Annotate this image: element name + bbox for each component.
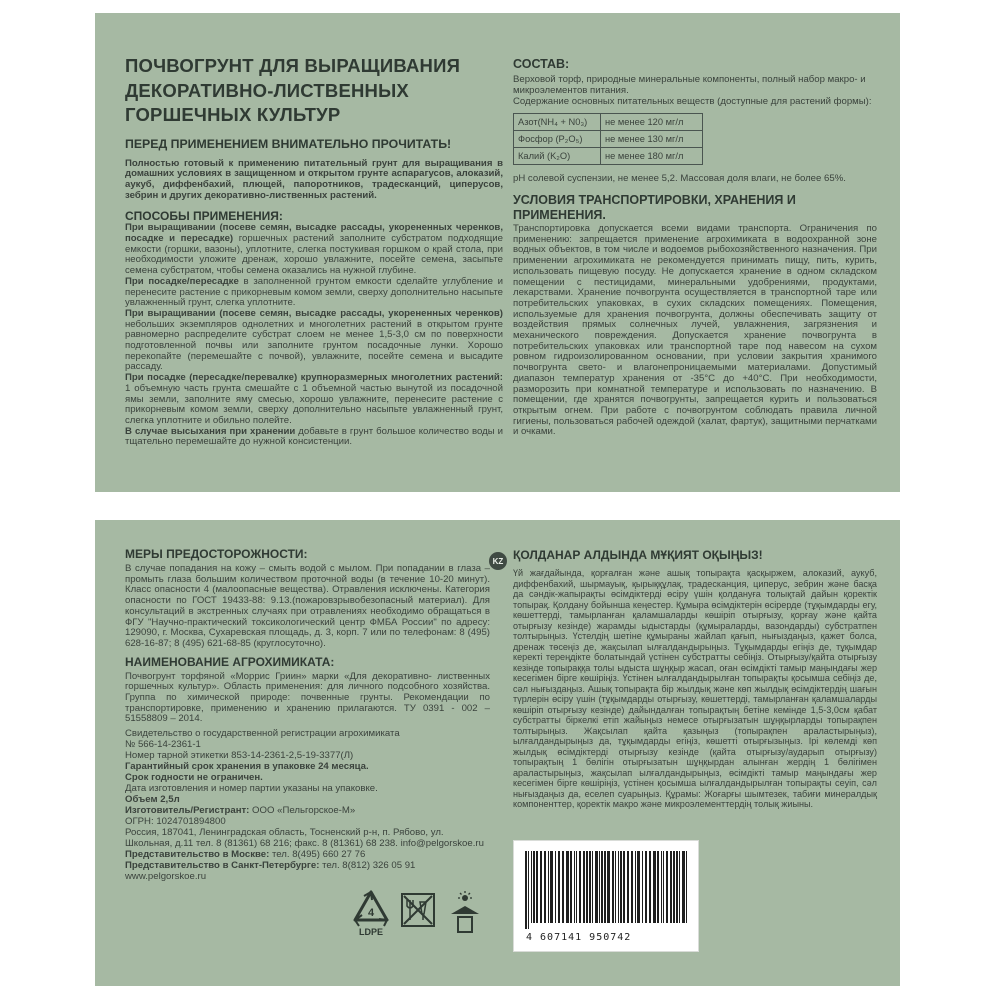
nutrients-table: [513, 113, 703, 165]
barcode-bar: [525, 851, 527, 929]
barcode: [513, 840, 699, 952]
method-2-text: в заполненной грунтом емкости сделайте углубление и перенесите растение с прикорневым комом земли, сверху дополнительно насыпьте увлажненный грунт, слегка уплотните.: [125, 275, 503, 309]
methods-heading: СПОСОБЫ ПРИМЕНЕНИЯ:: [125, 209, 283, 224]
barcode-bar: [642, 851, 643, 923]
method-5-lead: В случае высыхания при хранении: [125, 425, 296, 437]
barcode-bar: [544, 851, 546, 923]
shelf-life: Срок годности не ограничен.: [125, 772, 263, 784]
precautions-heading: МЕРЫ ПРЕДОСТОРОЖНОСТИ:: [125, 547, 308, 561]
spb-office-phone: тел. 8(812) 326 05 91: [319, 860, 416, 872]
composition-text: Верховой торф, природные минеральные компоненты, полный набор макро- и микроэлементов питания.: [513, 74, 866, 96]
barcode-bar: [586, 851, 588, 923]
website: www.pelgorskoe.ru: [125, 871, 207, 883]
barcode-bar: [566, 851, 569, 923]
product-title-line: ГОРШЕЧНЫХ КУЛЬТУР: [125, 104, 341, 125]
barcode-bar: [576, 851, 577, 923]
barcode-bar: [558, 851, 560, 923]
ogrn: ОГРН: 1024701894800: [125, 816, 226, 828]
product-intro: Полностью готовый к применению питательный грунт для выращивания в домашних условиях в защищенном и открытом грунте аспарагусов, алоказий, аукуб, диффенбахий, плющей, папоротников, традесканций, циперусов, зебрин и других декоративно-лиственных растений.: [125, 157, 503, 201]
manufacturer-address: Россия, 187041, Ленинградская область, Тосненский р-н, п. Рябово, ул. Школьная, д.11 тел. 8 (81361) 68 216; факс. 8 (81361) 68 238. info@pelgorskoe.ru: [125, 827, 484, 850]
nutrient-value: не менее 130 мг/л: [601, 131, 703, 148]
product-title: [125, 54, 503, 128]
barcode-bar: [627, 851, 629, 923]
manufacturer: [125, 805, 490, 816]
method-4-lead: При посадке (пересадке/перевалке) крупноразмерных многолетних растений:: [125, 372, 503, 384]
barcode-bar: [666, 851, 668, 923]
table-row: [514, 148, 703, 165]
barcode-bar: [620, 851, 622, 923]
barcode-bar: [592, 851, 593, 923]
barcode-bar: [663, 851, 664, 923]
nutrient-name: Калий (K₂O): [514, 148, 601, 165]
method-4-text: 1 объемную часть грунта смешайте с 1 объемной частью вынутой из посадочной ямы земли, заполните яму смесью, хорошо увлажните, перенесите растение с прикорневым комом земли, сверху дополнительно насыпьте увлажненный грунт, слегка уплотните и обильно полейте.: [125, 382, 503, 426]
barcode-bar: [623, 851, 625, 923]
manufacturer-value: ООО «Пельгорское-М»: [249, 805, 356, 817]
barcode-bar: [679, 851, 680, 923]
registration-certificate: Свидетельство о государственной регистрации агрохимиката: [125, 728, 400, 740]
barcode-bar: [661, 851, 662, 923]
nutrient-value: не менее 180 мг/л: [601, 148, 703, 165]
transport-text: Транспортировка допускается всеми видами транспорта. Ограничения по применению: запрещается применение агрохимиката в водоохранной зоне водных объектов, в том числе и водоемов рыбохозяйственного назначения. При применении агрохимиката не рекомендуется принимать пищу, пить, курить, использовать пищевую посуду. Не допускается хранение в одном складском помещении с пестицидами, минеральными удобрениями, продуктами, лекарствами. Хранение почвогрунта осуществляется в транспортной таре или потребительских упаковках, в сухих складских помещениях. Помещения, используемые для хранения почвогрунта, должны обеспечивать защиту от воздействия прямых солнечных лучей, увлажнения, загрязнения и механического повреждения. Допускается хранение почвогрунта в потребительских упаковках или транспортной таре под навесом на сухом ровном гидроизолированном основании, при условии закрытия хранимого почвогрунта свето- и влагонепроницаемыми материалами. Допустимый диапазон температур хранения от -35°С до +40°С. При необходимости, разморозить при комнатной температуре и использовать по назначению. В помещении, где хранятся почвогрунты, запрещается курить и пользоваться открытым огнем. При работе с почвогрунтом соблюдать правила личной гигиены, пользоваться рабочей одеждой (халат, фартук), защитными перчатками и очками.: [513, 223, 877, 438]
barcode-bar: [612, 851, 614, 923]
moscow-office: [125, 849, 490, 860]
barcode-bar: [570, 851, 572, 923]
moscow-office-phone: тел. 8(495) 660 27 76: [269, 849, 366, 861]
barcode-bar: [635, 851, 636, 923]
bottom-right-column: [513, 549, 877, 810]
barcode-bar: [631, 851, 633, 923]
barcode-bar: [670, 851, 672, 923]
top-left-column: [125, 54, 503, 448]
manufacturer-label: Изготовитель/Регистрант:: [125, 805, 250, 817]
product-title-line: ПОЧВОГРУНТ ДЛЯ ВЫРАЩИВАНИЯ: [125, 55, 461, 76]
barcode-bar: [607, 851, 610, 923]
barcode-bar: [595, 851, 598, 923]
table-row: [514, 131, 703, 148]
precautions-text: В случае попадания на кожу – смыть водой с мылом. При попадании в глаза – промыть глаза большим количеством проточной воды (в течение 10-20 минут). Класс опасности 4 (малоопасные вещества). Отравления исключены. Категория опасности по ГОСТ 19433-88: 9.13.(пожаровзрывобезопасный материал). Для консультаций в экстренных случаях при отравлениях необходимо обращаться в ФГУ "Научно-практический токсикологический центр ФМБА России" по адресу: 129090, г. Москва, Сухаревская площадь, д. 3, корп. 7 или по телефонам: 8 (495) 628-16-87; 8 (495) 621-68-85 (круглосуточно).: [125, 563, 490, 649]
barcode-bar: [536, 851, 538, 923]
not-for-food-icon: [400, 892, 436, 928]
nutrients-intro: Содержание основных питательных веществ (доступные для растений формы):: [513, 96, 872, 107]
barcode-bar: [673, 851, 675, 923]
bottom-left-column: [125, 548, 490, 882]
moscow-office-label: Представительство в Москве:: [125, 849, 270, 861]
kz-language-badge: KZ: [489, 552, 507, 570]
top-right-column: [513, 57, 877, 438]
barcode-bar: [533, 851, 535, 923]
barcode-bar: [548, 851, 549, 923]
barcode-bar: [618, 851, 619, 923]
transport-heading-line: ПРИМЕНЕНИЯ.: [513, 208, 606, 222]
method-2-lead: При посадке/пересадке: [125, 275, 239, 287]
ph-moisture-text: pH солевой суспензии, не менее 5,2. Массовая доля влаги, не более 65%.: [513, 173, 846, 184]
nutrient-name: Фосфор (P₂O₅): [514, 131, 601, 148]
barcode-bar: [615, 851, 616, 923]
barcode-bar: [601, 851, 603, 923]
bottom-label-panel: [95, 520, 900, 986]
barcode-bar: [676, 851, 678, 923]
keep-away-from-sunlight-icon: [447, 890, 483, 936]
barcode-bars: [523, 851, 689, 929]
manufacture-date-note: Дата изготовления и номер партии указаны на упаковке.: [125, 783, 378, 795]
barcode-bar: [682, 851, 685, 923]
transport-heading-line: УСЛОВИЯ ТРАНСПОРТИРОВКИ, ХРАНЕНИЯ И: [513, 193, 796, 207]
spb-office: [125, 860, 490, 871]
recycle-material: LDPE: [358, 927, 384, 937]
method-1-text: горшечных растений заполните субстратом подходящие емкости (горшки, вазоны), уплотните, слегка постукивая горшком о край стола, при необходимости уложите дренаж, хорошо увлажните, посейте семена, засыпьте семена субстратом, чтобы семена оказались на нужной глубине.: [125, 233, 503, 277]
kz-warning-heading: ҚОЛДАНАР АЛДЫНДА МҰҚИЯТ ОҚЫҢЫЗ!: [513, 548, 763, 562]
agrochemical-name-text: Почвогрунт торфяной «Моррис Гриин» марки «Для декоративно- лиственных горшечных культур». Область применения: для личного подсобного хозяйства. Группа по химической природе: почвенные грунты. Рекомендации по транспортировке, применению и хранению прилагаются. ТУ 0391 - 002 – 51558809 – 2014.: [125, 670, 490, 725]
barcode-bar: [645, 851, 647, 923]
barcode-bar: [550, 851, 553, 923]
barcode-bar: [686, 851, 687, 923]
guarantee-period: Гарантийный срок хранения в упаковке 24 месяца.: [125, 761, 369, 773]
kz-instructions-text: Үй жағдайында, қорғалған және ашық топырақта қасқыржем, алоказий, аукуб, диффенбахий, шырмауық, қырыққұлақ, традесканция, циперус, зебрин және басқа да сәндік-жапырақты өсімдіктерді өсіру үшін қолдануға толықтай дайын қоректік топырақ. Қолдану бойынша кеңестер. Құмыра өсімдіктерін өсірерде (тұқымдарды егу, көшеттерді, тамырланған қаламшаларды көшіріп отырғызу, қорғау және қайта отырғызу кезінде) жарамды ыдыстарды (құмыраларды, вазондарды) субстратпен толтырыңыз. Үстелдің шетіне құмыраны жайлап қағып, нығыздаңыз, қажет болса, дренаж төсеңіз де, жақсылап ылғалдандырыңыз. Тұқымдарды егіңіз де, тұқымдар керекті тереңдікте болатындай үстінен субстратты себіңіз. Отырғызу/қайта отырғызу кезінде топыраққа толы ыдыста шұңқыр жасап, оған өсімдікті тамыр маңындағы жер кесегімен бірге көшіріңіз. Үстінен ылғалдандырылған топырақты қосымша себіңіз де, сәл нығыздаңыз. Ашық топырақта бір жылдық және көп жылдық өсімдіктердің шағын түрлерін өсіру үшін (тұқымдарды отырғызу, көшеттерді, тамырланған қаламшаларды көшіріп отырғызу кезінде) дайындалған топырақтың бетіне кемінде 1,5-3,0см қабат субстратты біркелкі етіп жайыңыз немесе отырғызатын шұңқырларды топырақпен толтырыңыз. Жақсылап қайта қазыңыз (топырақпен араластырыңыз), ылғалдандырыңыз да, тұқымдарды егіңіз, көшетті отырғызыңыз. Ірі көлемді көп жылдық өсімдіктерді отырғызу кезінде (қайта отырғызу/аударып отырғызу) топырақтың 1 бөлігін отырғызатын шұңқырдан алынған жердің 1 бөлігімен араластырыңыз, жақсылап ылғалдандырыңыз, өсімдікті тамыр маңындағы жер кесегімен бірге көшіріңіз, үстінен қосымша ылғалдандырылған топырақты сеуіп, сәл нығыздаңыз да, еселеп суарыңыз. Құрамы: Жоғарғы шымтезек, табиғи минералдық компоненттер, қоректік макро және микроэлементтердің толық жиыны.: [513, 568, 877, 809]
transport-heading: [513, 193, 877, 223]
methods-body: [125, 223, 503, 448]
method-3-text: небольших экземпляров однолетних и многолетних растений в открытом грунте равномерно распределите субстрат слоем не менее 1,5-3,0 см по поверхности подготовленной почвы или заполните грунтом посадочные лунки. Хорошо перекопайте (перемешайте с почвой), увлажните, посейте семена и высадите рассаду.: [125, 318, 503, 373]
recycle-icon: [350, 888, 392, 940]
barcode-bar: [589, 851, 591, 923]
composition-heading: СОСТАВ:: [513, 57, 570, 71]
barcode-bar: [657, 851, 659, 923]
barcode-bar: [531, 851, 532, 923]
nutrient-name: Азот(NH₄ + N0₃): [514, 114, 601, 131]
barcode-bar: [555, 851, 556, 923]
top-label-panel: [95, 13, 900, 492]
barcode-bar: [579, 851, 581, 923]
volume: Объем 2,5л: [125, 794, 180, 806]
spb-office-label: Представительство в Санкт-Петербурге:: [125, 860, 320, 872]
registration-number: № 566-14-2361-1: [125, 739, 201, 751]
barcode-bar: [637, 851, 640, 923]
table-row: [514, 114, 703, 131]
recycle-number: 4: [367, 907, 375, 919]
barcode-bar: [528, 851, 529, 929]
method-3-lead: При выращивании (посеве семян, высадке рассады, укорененных черенков): [125, 307, 503, 319]
barcode-bar: [599, 851, 600, 923]
barcode-bar: [604, 851, 606, 923]
product-title-line: ДЕКОРАТИВНО-ЛИСТВЕННЫХ: [125, 79, 409, 101]
nutrient-value: не менее 120 мг/л: [601, 114, 703, 131]
method-5-text: добавьте в грунт большое количество воды и тщательно перемешайте до нужной консистенции.: [125, 425, 503, 448]
agrochemical-name-heading: НАИМЕНОВАНИЕ АГРОХИМИКАТА:: [125, 654, 335, 669]
barcode-bar: [653, 851, 656, 923]
read-before-use-warning: ПЕРЕД ПРИМЕНЕНИЕМ ВНИМАТЕЛЬНО ПРОЧИТАТЬ!: [125, 136, 452, 151]
barcode-bar: [649, 851, 651, 923]
barcode-bar: [562, 851, 564, 923]
barcode-bar: [574, 851, 575, 923]
tare-label-number: Номер тарной этикетки 853-14-2361-2,5-19-3377(Л): [125, 750, 354, 762]
method-1-lead: При выращивании (посеве семян, высадке рассады, укорененных черенков, посадке и пересадке): [125, 222, 503, 245]
barcode-number: 4 607141 950742: [526, 932, 632, 943]
barcode-bar: [583, 851, 585, 923]
barcode-bar: [540, 851, 542, 923]
